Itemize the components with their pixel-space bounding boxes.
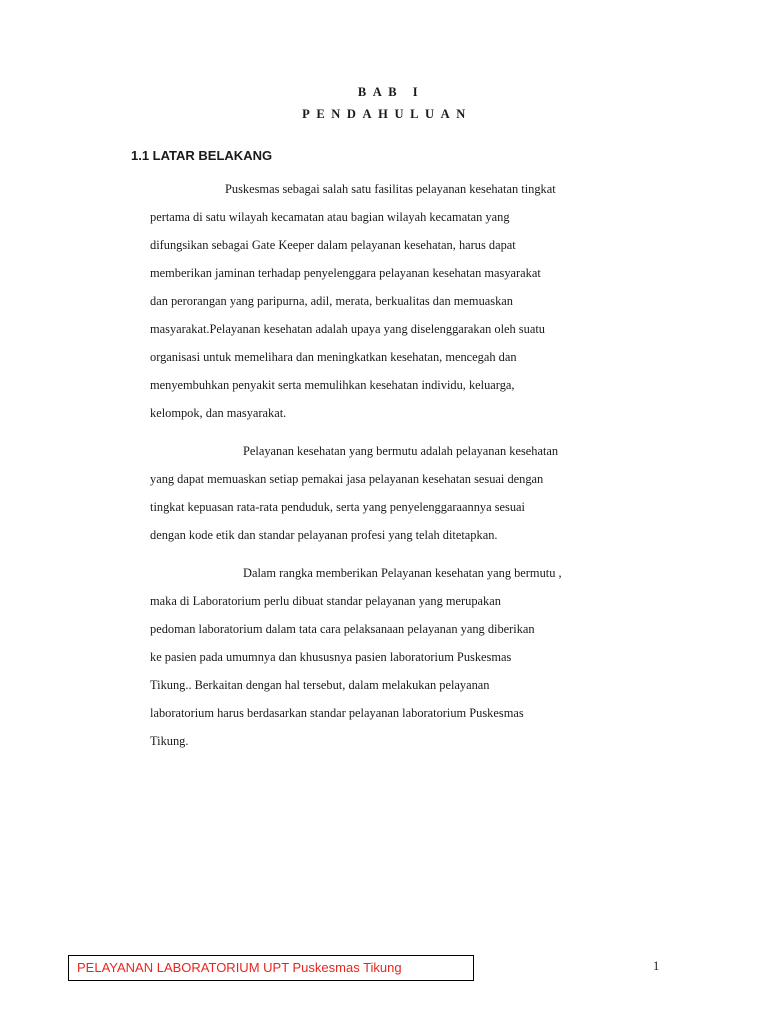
paragraph-line: Tikung.. Berkaitan dengan hal tersebut, dalam melakukan pelayanan — [150, 678, 490, 692]
chapter-title: PENDAHULUAN — [302, 107, 472, 121]
section-heading: 1.1 LATAR BELAKANG — [131, 148, 273, 163]
paragraph-line: dan perorangan yang paripurna, adil, merata, berkualitas dan memuaskan — [150, 294, 513, 308]
footer-box — [68, 955, 474, 981]
paragraph-line: masyarakat.Pelayanan kesehatan adalah upaya yang diselenggarakan oleh suatu — [150, 322, 545, 336]
paragraph-line: difungsikan sebagai Gate Keeper dalam pelayanan kesehatan, harus dapat — [150, 238, 516, 252]
chapter-number: BAB I — [357, 85, 425, 99]
paragraph-line: yang dapat memuaskan setiap pemakai jasa pelayanan kesehatan sesuai dengan — [150, 472, 544, 486]
paragraph-line: ke pasien pada umumnya dan khususnya pasien laboratorium Puskesmas — [150, 650, 512, 664]
paragraph-line: menyembuhkan penyakit serta memulihkan kesehatan individu, keluarga, — [150, 378, 515, 392]
paragraph-line: Tikung. — [150, 734, 189, 748]
paragraph-line: tingkat kepuasan rata-rata penduduk, serta yang penyelenggaraannya sesuai — [150, 500, 526, 514]
paragraph-line: Puskesmas sebagai salah satu fasilitas pelayanan kesehatan tingkat — [225, 182, 556, 196]
paragraph-line: pertama di satu wilayah kecamatan atau bagian wilayah kecamatan yang — [150, 210, 510, 224]
paragraph-line: maka di Laboratorium perlu dibuat standar pelayanan yang merupakan — [150, 594, 501, 608]
paragraph-line: dengan kode etik dan standar pelayanan profesi yang telah ditetapkan. — [150, 528, 498, 542]
paragraph-line: pedoman laboratorium dalam tata cara pelaksanaan pelayanan yang diberikan — [150, 622, 535, 636]
page-number: 1 — [653, 959, 660, 973]
footer-text: PELAYANAN LABORATORIUM UPT Puskesmas Tikung — [77, 960, 402, 975]
paragraph-line: laboratorium harus berdasarkan standar pelayanan laboratorium Puskesmas — [150, 706, 524, 720]
paragraph-line: Pelayanan kesehatan yang bermutu adalah pelayanan kesehatan — [243, 444, 559, 458]
paragraph-line: organisasi untuk memelihara dan meningkatkan kesehatan, mencegah dan — [150, 350, 517, 364]
paragraph-line: Dalam rangka memberikan Pelayanan kesehatan yang bermutu , — [243, 566, 562, 580]
paragraph-line: memberikan jaminan terhadap penyelenggara pelayanan kesehatan masyarakat — [150, 266, 541, 280]
paragraph-line: kelompok, dan masyarakat. — [150, 406, 287, 420]
